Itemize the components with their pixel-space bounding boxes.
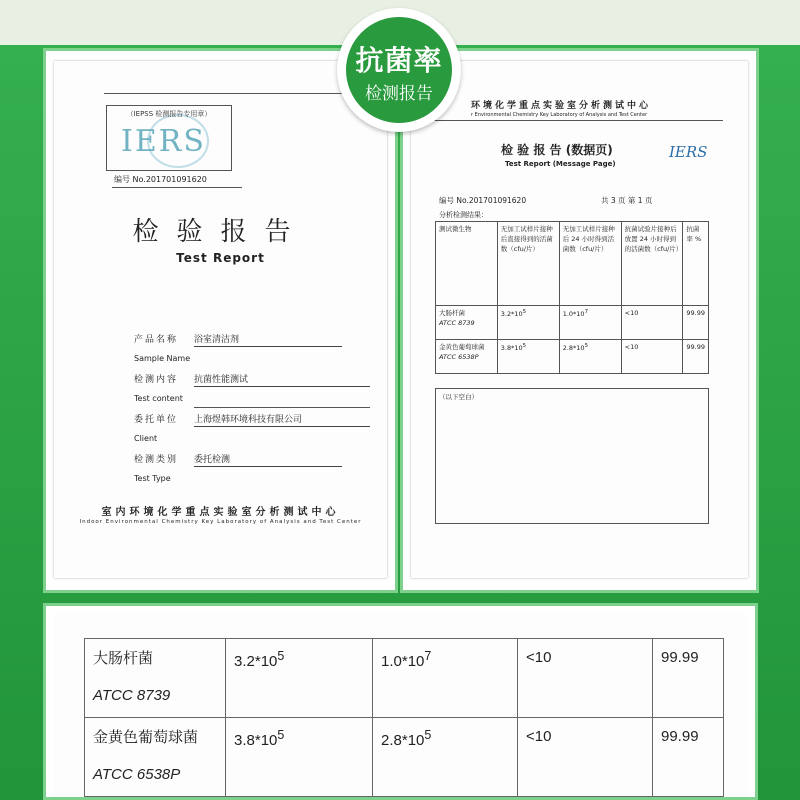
value-cell: <10 [518, 718, 653, 797]
value-cell [497, 340, 559, 374]
field-value: 委托检测 [194, 452, 342, 467]
inspection-stamp [106, 105, 232, 171]
value-base: 1.0*10 [562, 310, 585, 319]
value-base: 2.8*10 [562, 344, 585, 353]
stamp-caption: （IEPSS 检测报告专用章） [126, 110, 212, 118]
value-base: 3.2*10 [234, 653, 278, 670]
header-cell: 测试微生物 [436, 222, 498, 306]
value-cell [497, 306, 559, 340]
data-sheet [411, 61, 748, 578]
header-rule [423, 120, 723, 121]
value-base: 1.0*10 [381, 653, 425, 670]
field-label: 检测类别 [134, 455, 179, 465]
strain-name: 大肠杆菌 [93, 649, 154, 667]
value-exponent: 5 [277, 649, 285, 663]
table-row [85, 718, 724, 797]
value-base: 3.8*10 [500, 344, 523, 353]
field-value: 浴室清洁剂 [194, 332, 342, 347]
field-rule [194, 407, 370, 408]
rate-cell: 99.99 [653, 639, 724, 718]
results-table [435, 221, 709, 374]
section-label: 分析检测结果： [439, 211, 488, 219]
header-cell: 抗菌率 % [683, 222, 709, 306]
data-lab-name-cn: 环境化学重点实验室分析测试中心 [471, 101, 652, 111]
value-exponent: 5 [522, 343, 527, 349]
value-cell: <10 [621, 306, 683, 340]
cover-title-en: Test Report [176, 251, 265, 265]
enlarged-results-panel [43, 603, 758, 800]
blank-note: （以下空白） [439, 393, 478, 401]
strain-cell [85, 639, 226, 718]
strain-cell [436, 340, 498, 374]
badge-title: 抗菌率 [355, 44, 443, 77]
enlarged-sheet [54, 614, 747, 797]
strain-cell [436, 306, 498, 340]
rate-cell: 99.99 [683, 340, 709, 374]
value-base: 3.2*10 [500, 310, 523, 319]
report-badge [337, 8, 461, 132]
stamp-logo: IERS [121, 124, 206, 159]
badge-subtitle: 检测报告 [365, 84, 433, 104]
cover-title-cn: 检验报告 [132, 217, 309, 247]
header-cell: 无加工试样片接种后直接得到的活菌数（cfu/片） [497, 222, 559, 306]
value-exponent: 5 [584, 343, 589, 349]
value-cell [559, 340, 621, 374]
value-cell: <10 [621, 340, 683, 374]
value-cell [373, 718, 518, 797]
strain-name: 金黄色葡萄球菌 [93, 728, 199, 746]
field-label-en: Test content [134, 394, 183, 403]
cover-report-number: 编号 No.201701091620 [114, 175, 207, 184]
table-row [436, 306, 709, 340]
page-counter: 共 3 页 第 1 页 [601, 196, 653, 205]
badge-circle [346, 17, 452, 123]
value-cell [373, 639, 518, 718]
strain-code: ATCC 6538P [439, 353, 479, 362]
table-row [436, 340, 709, 374]
report-data-page [400, 48, 759, 593]
value-base: 2.8*10 [381, 732, 425, 749]
value-cell [559, 306, 621, 340]
header-cell: 无加工试样片接种后 24 小时得到活菌数（cfu/片） [559, 222, 621, 306]
field-test-content [134, 372, 249, 385]
value-exponent: 5 [522, 309, 527, 315]
field-label-en: Client [134, 434, 158, 443]
strain-name: 大肠杆菌 [439, 309, 465, 317]
enlarged-results-table [84, 638, 724, 797]
table-header-row [436, 222, 709, 306]
data-title-cn: 检 验 报 告 (数据页) [501, 143, 613, 157]
value-exponent: 5 [277, 728, 285, 742]
value-cell [226, 718, 373, 797]
strain-name: 金黄色葡萄球菌 [439, 343, 485, 351]
field-sample-name [134, 332, 240, 345]
value-exponent: 7 [584, 309, 589, 315]
data-title-en: Test Report (Message Page) [505, 160, 616, 168]
strain-code: ATCC 8739 [439, 319, 475, 328]
cover-lab-name-en: Indoor Environmental Chemistry Key Laboratory of Analysis and Test Center [79, 519, 362, 525]
field-test-type [134, 452, 231, 465]
field-label-en: Sample Name [134, 354, 191, 363]
field-client [134, 412, 303, 425]
strain-code: ATCC 8739 [93, 687, 171, 704]
strain-cell [85, 718, 226, 797]
data-report-number: 编号 No.201701091620 [439, 196, 527, 205]
value-cell: <10 [518, 639, 653, 718]
field-label: 产品名称 [134, 335, 179, 345]
value-base: 3.8*10 [234, 732, 278, 749]
rate-cell: 99.99 [653, 718, 724, 797]
field-label-en: Test Type [134, 474, 171, 483]
value-exponent: 5 [424, 728, 432, 742]
field-value: 抗菌性能测试 [194, 372, 370, 387]
data-lab-name-en: r Environmental Chemistry Key Laboratory of Analysis and Test Center [471, 112, 648, 118]
field-value: 上海煜韩环境科技有限公司 [194, 412, 370, 427]
cover-sheet [54, 61, 387, 578]
table-row [85, 639, 724, 718]
rate-cell: 99.99 [683, 306, 709, 340]
cover-lab-name-cn: 室内环境化学重点实验室分析测试中心 [101, 507, 340, 518]
field-label: 委托单位 [134, 415, 179, 425]
value-cell [226, 639, 373, 718]
report-cover-page [43, 48, 398, 593]
field-label: 检测内容 [134, 375, 179, 385]
strain-code: ATCC 6538P [93, 766, 181, 783]
header-cell: 抗菌试验片接种后放置 24 小时得到的活菌数（cfu/片） [621, 222, 683, 306]
blank-area [435, 388, 709, 524]
number-rule [112, 187, 242, 188]
iers-logo: IERS [669, 143, 708, 161]
value-exponent: 7 [424, 649, 432, 663]
